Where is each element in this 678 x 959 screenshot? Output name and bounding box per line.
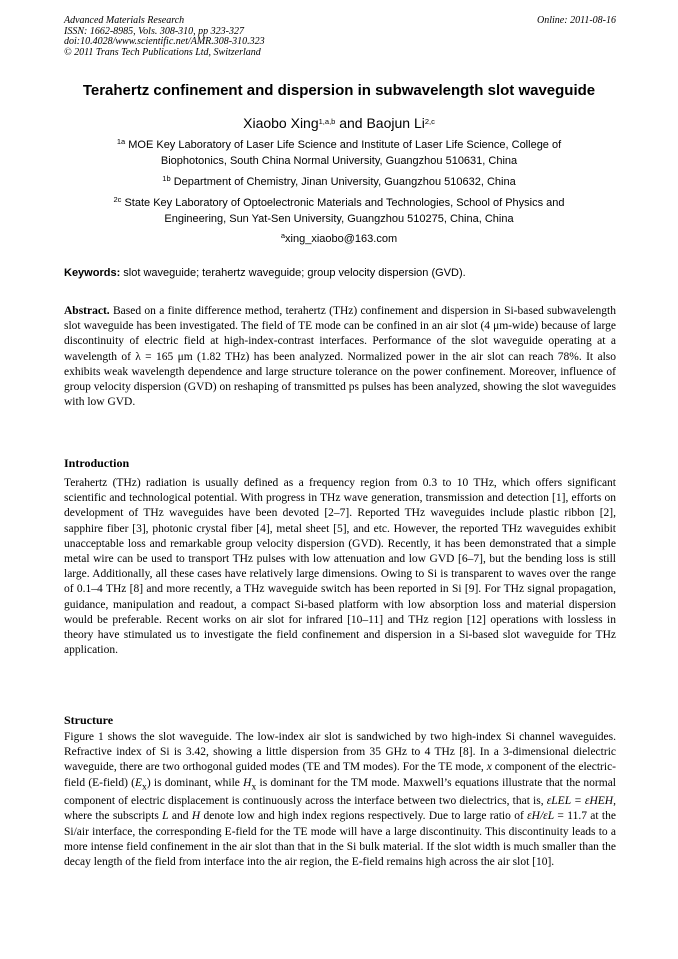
math-subscript: x <box>142 780 147 792</box>
author-email <box>74 231 604 247</box>
text-run: component of the electric-field (E-field) ( <box>64 761 617 789</box>
affiliation-2 <box>74 174 604 190</box>
abstract-label: Abstract. <box>64 305 110 317</box>
math-var: E <box>134 776 143 789</box>
paper-title: Terahertz confinement and dispersion in subwavelength slot waveguide <box>82 82 596 99</box>
affiliation-1 <box>74 137 604 169</box>
section-heading-structure: Structure <box>64 713 114 727</box>
text-run: is dominant for the TM mode. Maxwell’s equations illustrate that the normal component of electric displacement is continuously across the interface between two dielectrics, that is, <box>64 776 616 808</box>
keywords-text: slot waveguide; terahertz waveguide; group velocity dispersion (GVD). <box>120 267 466 279</box>
math-var: H <box>243 776 252 789</box>
author-affiliation-mark: 1,a,b <box>318 117 336 126</box>
text-run: ) is dominant, while <box>146 776 244 789</box>
abstract <box>64 304 616 410</box>
affiliation-mark: 1b <box>162 174 171 183</box>
text-run: denote low and high index regions respectively. Due to large ratio of <box>200 810 528 823</box>
author-line <box>40 114 638 132</box>
text-run: = 11.7 at the Si/air interface, the corresponding E-field for the TE mode will have a large discontinuity. This discontinuity leads to a more intense field confinement in the air slot than that in the Si bulk material. If the slot width is much smaller than the decay length of the field from interface into the air region, the E-field remains high across the air slot [10]. <box>64 810 616 868</box>
author-affiliation-mark: 2,c <box>424 117 435 126</box>
affiliation-mark: 1a <box>116 137 126 146</box>
journal-header <box>64 16 616 58</box>
abstract-text: Based on a finite difference method, terahertz (THz) confinement and dispersion in Si-based subwavelength slot waveguide has been investigated. The field of TE mode can be confined in an air slot (4 μm-wide) because of large discontinuity of electric field at high-index-contrast interfaces. Performance of the slot waveguide operating at a wavelength of λ = 165 μm (1.82 THz) has been analyzed. Normalized power in the air slot can reach 78%. It also exhibits weak wavelength dependence and large structure tolerance on the power confinement. Moreover, influence of group velocity dispersion (GVD) on reshaping of transmitted ps pulses has been analyzed, showing the slot waveguides with low GVD. <box>64 305 616 409</box>
keywords <box>64 266 616 281</box>
affiliation-mark: 2c <box>113 195 122 204</box>
structure-paragraph <box>64 730 616 870</box>
section-heading-introduction: Introduction <box>64 456 130 470</box>
issn-line: ISSN: 1662-8985, Vols. 308-310, pp 323-327 <box>64 25 244 37</box>
doi-line: doi:10.4028/www.scientific.net/AMR.308-310.323 <box>64 36 265 47</box>
math-var: H <box>191 810 201 823</box>
author-name: Baojun Li <box>366 115 425 131</box>
affiliation-text: State Key Laboratory of Optoelectronic Materials and Technologies, School of Physics and <box>121 197 565 209</box>
text-run: , where the subscripts <box>64 795 616 823</box>
math-equation: εLEL = εHEH <box>546 795 614 808</box>
math-var: L <box>162 810 169 823</box>
math-equation: εH/εL <box>527 810 555 823</box>
introduction-paragraph: Terahertz (THz) radiation is usually defined as a frequency region from 0.3 to 10 THz, which offers significant scientific and technological potential. With progress in THz wave generation, transmission and detection [1], efforts on development of THz waveguides have been devoted [2–7]. Reported THz waveguides include plastic ribbon [2], sapphire fiber [3], photonic crystal fiber [4], metal sheet [5], and etc. However, the reported THz waveguides exhibit unacceptable loss and remarkable group velocity dispersion (GVD). Recently, it has been demonstrated that a simple metal wire can be used to transport THz pulses with low attenuation and low GVD [6–7], but the bending loss is still large. Additionally, all these cases have relatively large dimensions. Owing to Si is transparent to waves over the range of 0.1–4 THz [8] and more recently, a THz waveguide switch has been reported in Si [9]. For THz signal propagation, guidance, manipulation and readout, a compact Si-based platform with low absorption loss and material dispersion would be preferable. Recent works on air slot for infrared [10–11] and THz region [12] operations with lossless in theory have stimulated us to investigate the field confinement and dispersion in a Si-based slot waveguide for THz application. <box>64 477 616 657</box>
affiliation-text: MOE Key Laboratory of Laser Life Science and Institute of Laser Life Science, College of <box>125 139 562 151</box>
text-run: Figure 1 shows the slot waveguide. The low-index air slot is sandwiched by two high-index Si channel waveguides. Refractive index of Si is 3.42, showing a little dispersion from 35 GHz to 4 THz [8]. In a 3-dimensional dielectric waveguide, there are two orthogonal guided modes (TE and TM modes). For the TE mode, <box>64 731 616 774</box>
keywords-label: Keywords: <box>64 267 121 279</box>
copyright-line: © 2011 Trans Tech Publications Ltd, Switzerland <box>64 46 261 58</box>
email-mark: a <box>280 231 286 240</box>
online-date: Online: 2011-08-16 <box>537 15 616 26</box>
affiliation-text: Engineering, Sun Yat-Sen University, Guangzhou 510275, China, China <box>164 213 514 225</box>
affiliation-text: Biophotonics, South China Normal University, Guangzhou 510631, China <box>160 155 518 167</box>
math-var: x <box>486 761 492 774</box>
email-address: xing_xiaobo@163.com <box>285 233 398 245</box>
math-subscript: x <box>251 780 257 792</box>
author-name: Xiaobo Xing <box>243 115 319 131</box>
author-conjunction: and <box>335 115 367 131</box>
affiliation-3 <box>74 195 604 227</box>
journal-name: Advanced Materials Research <box>64 15 185 26</box>
affiliation-text: Department of Chemistry, Jinan University, Guangzhou 510632, China <box>170 176 516 188</box>
text-run: and <box>168 810 192 823</box>
